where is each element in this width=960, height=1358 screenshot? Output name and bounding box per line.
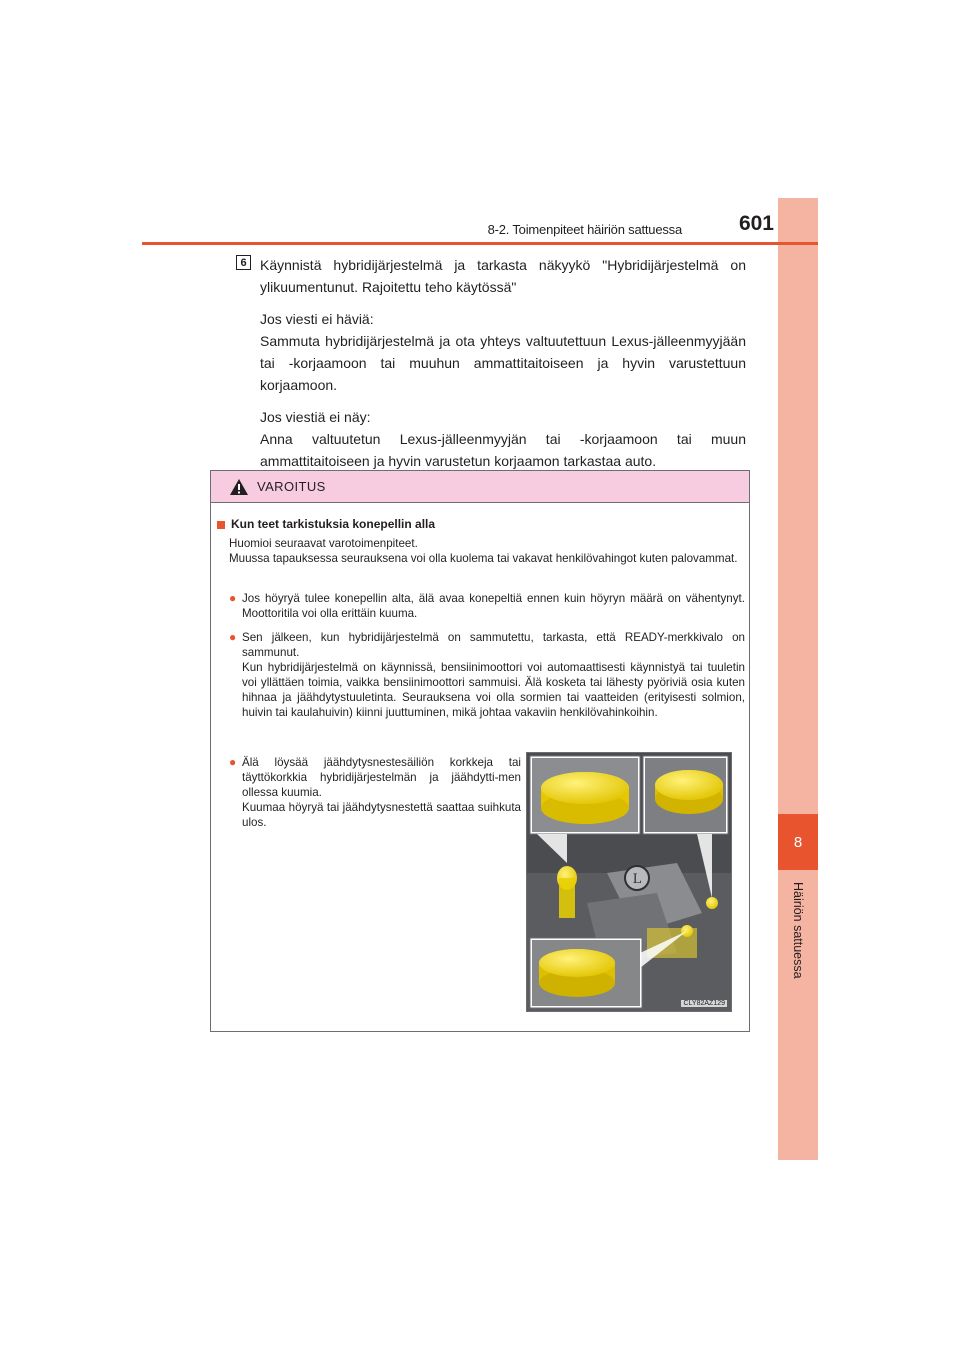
square-bullet-icon — [217, 521, 225, 529]
warning-subheading — [217, 517, 435, 532]
bullet-text: Sen jälkeen, kun hybridijärjestelmä on sammutettu, tarkasta, että READY-merkkivalo on sammunut. — [242, 631, 745, 659]
bullet-dot-icon: ● — [229, 591, 237, 605]
page-number: 601 — [738, 212, 774, 235]
svg-text:L: L — [632, 872, 642, 887]
step-paragraph: Anna valtuutetun Lexus-jälleenmyyjän tai -korjaamoon tai muun ammattitaitoiseen ja hyvin varustetun korjaamon tarkastaa auto. — [260, 431, 746, 469]
intro-line: Muussa tapauksessa seurauksena voi olla kuolema tai vakavat henkilövahingot kuten palovammat. — [229, 552, 738, 565]
header-rule — [142, 242, 818, 245]
step-condition: Jos viesti ei häviä: — [260, 311, 374, 327]
warning-bullet — [229, 591, 745, 621]
warning-header — [211, 471, 749, 503]
bullet-text: Kun hybridijärjestelmä on käynnissä, bensiinimoottori voi automaattisesti käynnistyä tai tuuletin voi yllättäen toimia, vaikka bensiinimoottori sammuisi. Älä kosketa tai lähesty pyöriviä osia kuten hihnaa ja jäähdytystuuletinta. Seurauksena voi olla sormien tai vaatteiden (erityisesti solmion, huivin tai kaulahuivin) kiinni juuttuminen, mikä johtaa vakaviin henkilövahinkoihin. — [242, 661, 745, 719]
warning-title: VAROITUS — [257, 479, 326, 494]
warning-bullet — [229, 630, 745, 720]
bullet-text: Kuumaa höyryä tai jäähdytysnestettä saattaa suihkuta ulos. — [242, 801, 521, 829]
bullet-dot-icon: ● — [229, 755, 237, 769]
step-paragraph: Sammuta hybridijärjestelmä ja ota yhteys valtuutettuun Lexus-jälleenmyyjään tai -korjaamoon tai muuhun ammattitaitoiseen ja hyvin varustettuun korjaamoon. — [260, 333, 746, 393]
chapter-label: Häiriön sattuessa — [791, 882, 805, 979]
intro-line: Huomioi seuraavat varotoimenpiteet. — [229, 537, 418, 550]
chapter-side-tab — [778, 198, 818, 1160]
bullet-text: Älä löysää jäähdytysnestesäiliön korkkeja tai täyttökorkkia hybridijärjestelmän ja jäähdytti-men ollessa kuumia. — [242, 756, 521, 799]
section-title: 8-2. Toimenpiteet häiriön sattuessa — [487, 222, 682, 237]
engine-bay-illustration — [527, 753, 731, 1011]
bullet-dot-icon: ● — [229, 630, 237, 644]
step-paragraph: Käynnistä hybridijärjestelmä ja tarkasta näkyykö "Hybridijärjestelmä on ylikuumentunut. Rajoitettu teho käytössä" — [260, 257, 746, 295]
bullet-text: Jos höyryä tulee konepellin alta, älä avaa konepeltiä ennen kuin höyryn määrä on vähentynyt. Moottoritila voi olla erittäin kuuma. — [242, 592, 745, 620]
chapter-number: 8 — [778, 814, 818, 870]
step-instructions — [260, 254, 746, 472]
warning-subheading-text: Kun teet tarkistuksia konepellin alla — [231, 517, 436, 531]
engine-bay-figure — [526, 752, 732, 1012]
warning-bullet — [229, 755, 521, 830]
step-number-badge: 6 — [236, 255, 251, 270]
warning-triangle-icon — [229, 478, 249, 496]
warning-intro — [229, 536, 745, 566]
figure-code: CLY82AZ129 — [683, 1000, 725, 1007]
step-condition: Jos viestiä ei näy: — [260, 409, 371, 425]
